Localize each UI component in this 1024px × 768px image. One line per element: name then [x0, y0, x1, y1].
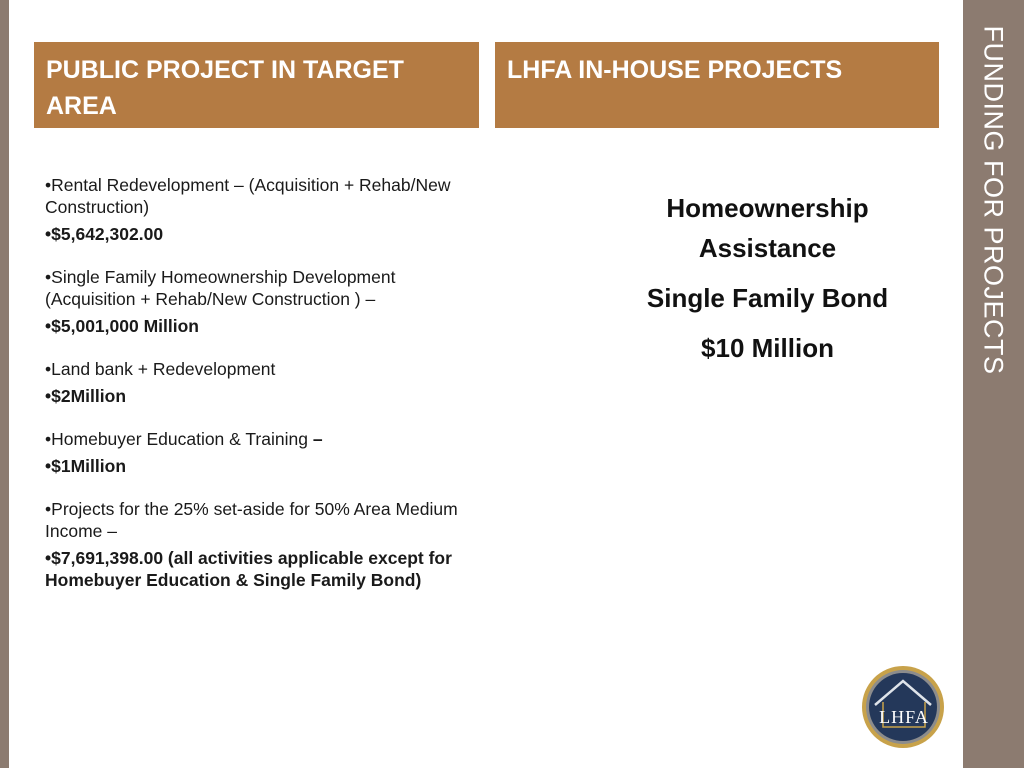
- slide-title-vertical: FUNDING FOR PROJECTS: [978, 25, 1009, 375]
- list-item-amount: $1Million: [51, 456, 127, 476]
- list-item-amount: $2Million: [51, 386, 127, 406]
- list-item-text: Projects for the 25% set-aside for 50% Area Medium Income –: [45, 499, 458, 541]
- program-type: Single Family Bond: [646, 283, 889, 313]
- list-item-amount: $7,691,398.00 (all activities applicable except for Homebuyer Education & Single Family Bond): [45, 548, 452, 590]
- list-item: •Projects for the 25% set-aside for 50% Area Medium Income –: [45, 499, 458, 541]
- list-item: •Rental Redevelopment – (Acquisition + Rehab/New Construction): [45, 175, 451, 217]
- list-item: •$5,642,302.00: [45, 224, 164, 244]
- header-lhfa-in-house-label: LHFA IN-HOUSE PROJECTS: [507, 56, 843, 84]
- public-project-list: [45, 174, 470, 596]
- list-item: •Homebuyer Education & Training –: [45, 429, 323, 449]
- list-item-text: Rental Redevelopment – (Acquisition + Rehab/New Construction): [45, 175, 451, 217]
- list-item: •$7,691,398.00 (all activities applicable except for Homebuyer Education & Single Family Bond): [45, 548, 452, 590]
- left-border-strip: [0, 0, 9, 768]
- in-house-projects-text: [600, 188, 935, 378]
- list-item-amount: $5,001,000 Million: [51, 316, 199, 336]
- list-item-amount: $5,642,302.00: [51, 224, 164, 244]
- list-item: •$1Million: [45, 456, 127, 476]
- logo-text: LHFA: [879, 707, 929, 727]
- list-item-dash: –: [307, 429, 323, 449]
- header-public-project-label: PUBLIC PROJECT IN TARGET AREA: [46, 56, 404, 120]
- list-item-text: Land bank + Redevelopment: [51, 359, 276, 379]
- header-public-project: [34, 42, 479, 128]
- list-item: •$5,001,000 Million: [45, 316, 199, 336]
- list-item-text: Single Family Homeownership Development (Acquisition + Rehab/New Construction ) –: [45, 267, 396, 309]
- list-item: •Single Family Homeownership Development (Acquisition + Rehab/New Construction ) –: [45, 267, 396, 309]
- program-amount: $10 Million: [701, 333, 834, 363]
- header-lhfa-in-house: [495, 42, 939, 128]
- list-item: •Land bank + Redevelopment: [45, 359, 276, 379]
- list-item-text: Homebuyer Education & Training: [51, 429, 308, 449]
- lhfa-logo: [861, 665, 945, 749]
- program-name: Homeownership Assistance: [666, 193, 869, 263]
- list-item: •$2Million: [45, 386, 127, 406]
